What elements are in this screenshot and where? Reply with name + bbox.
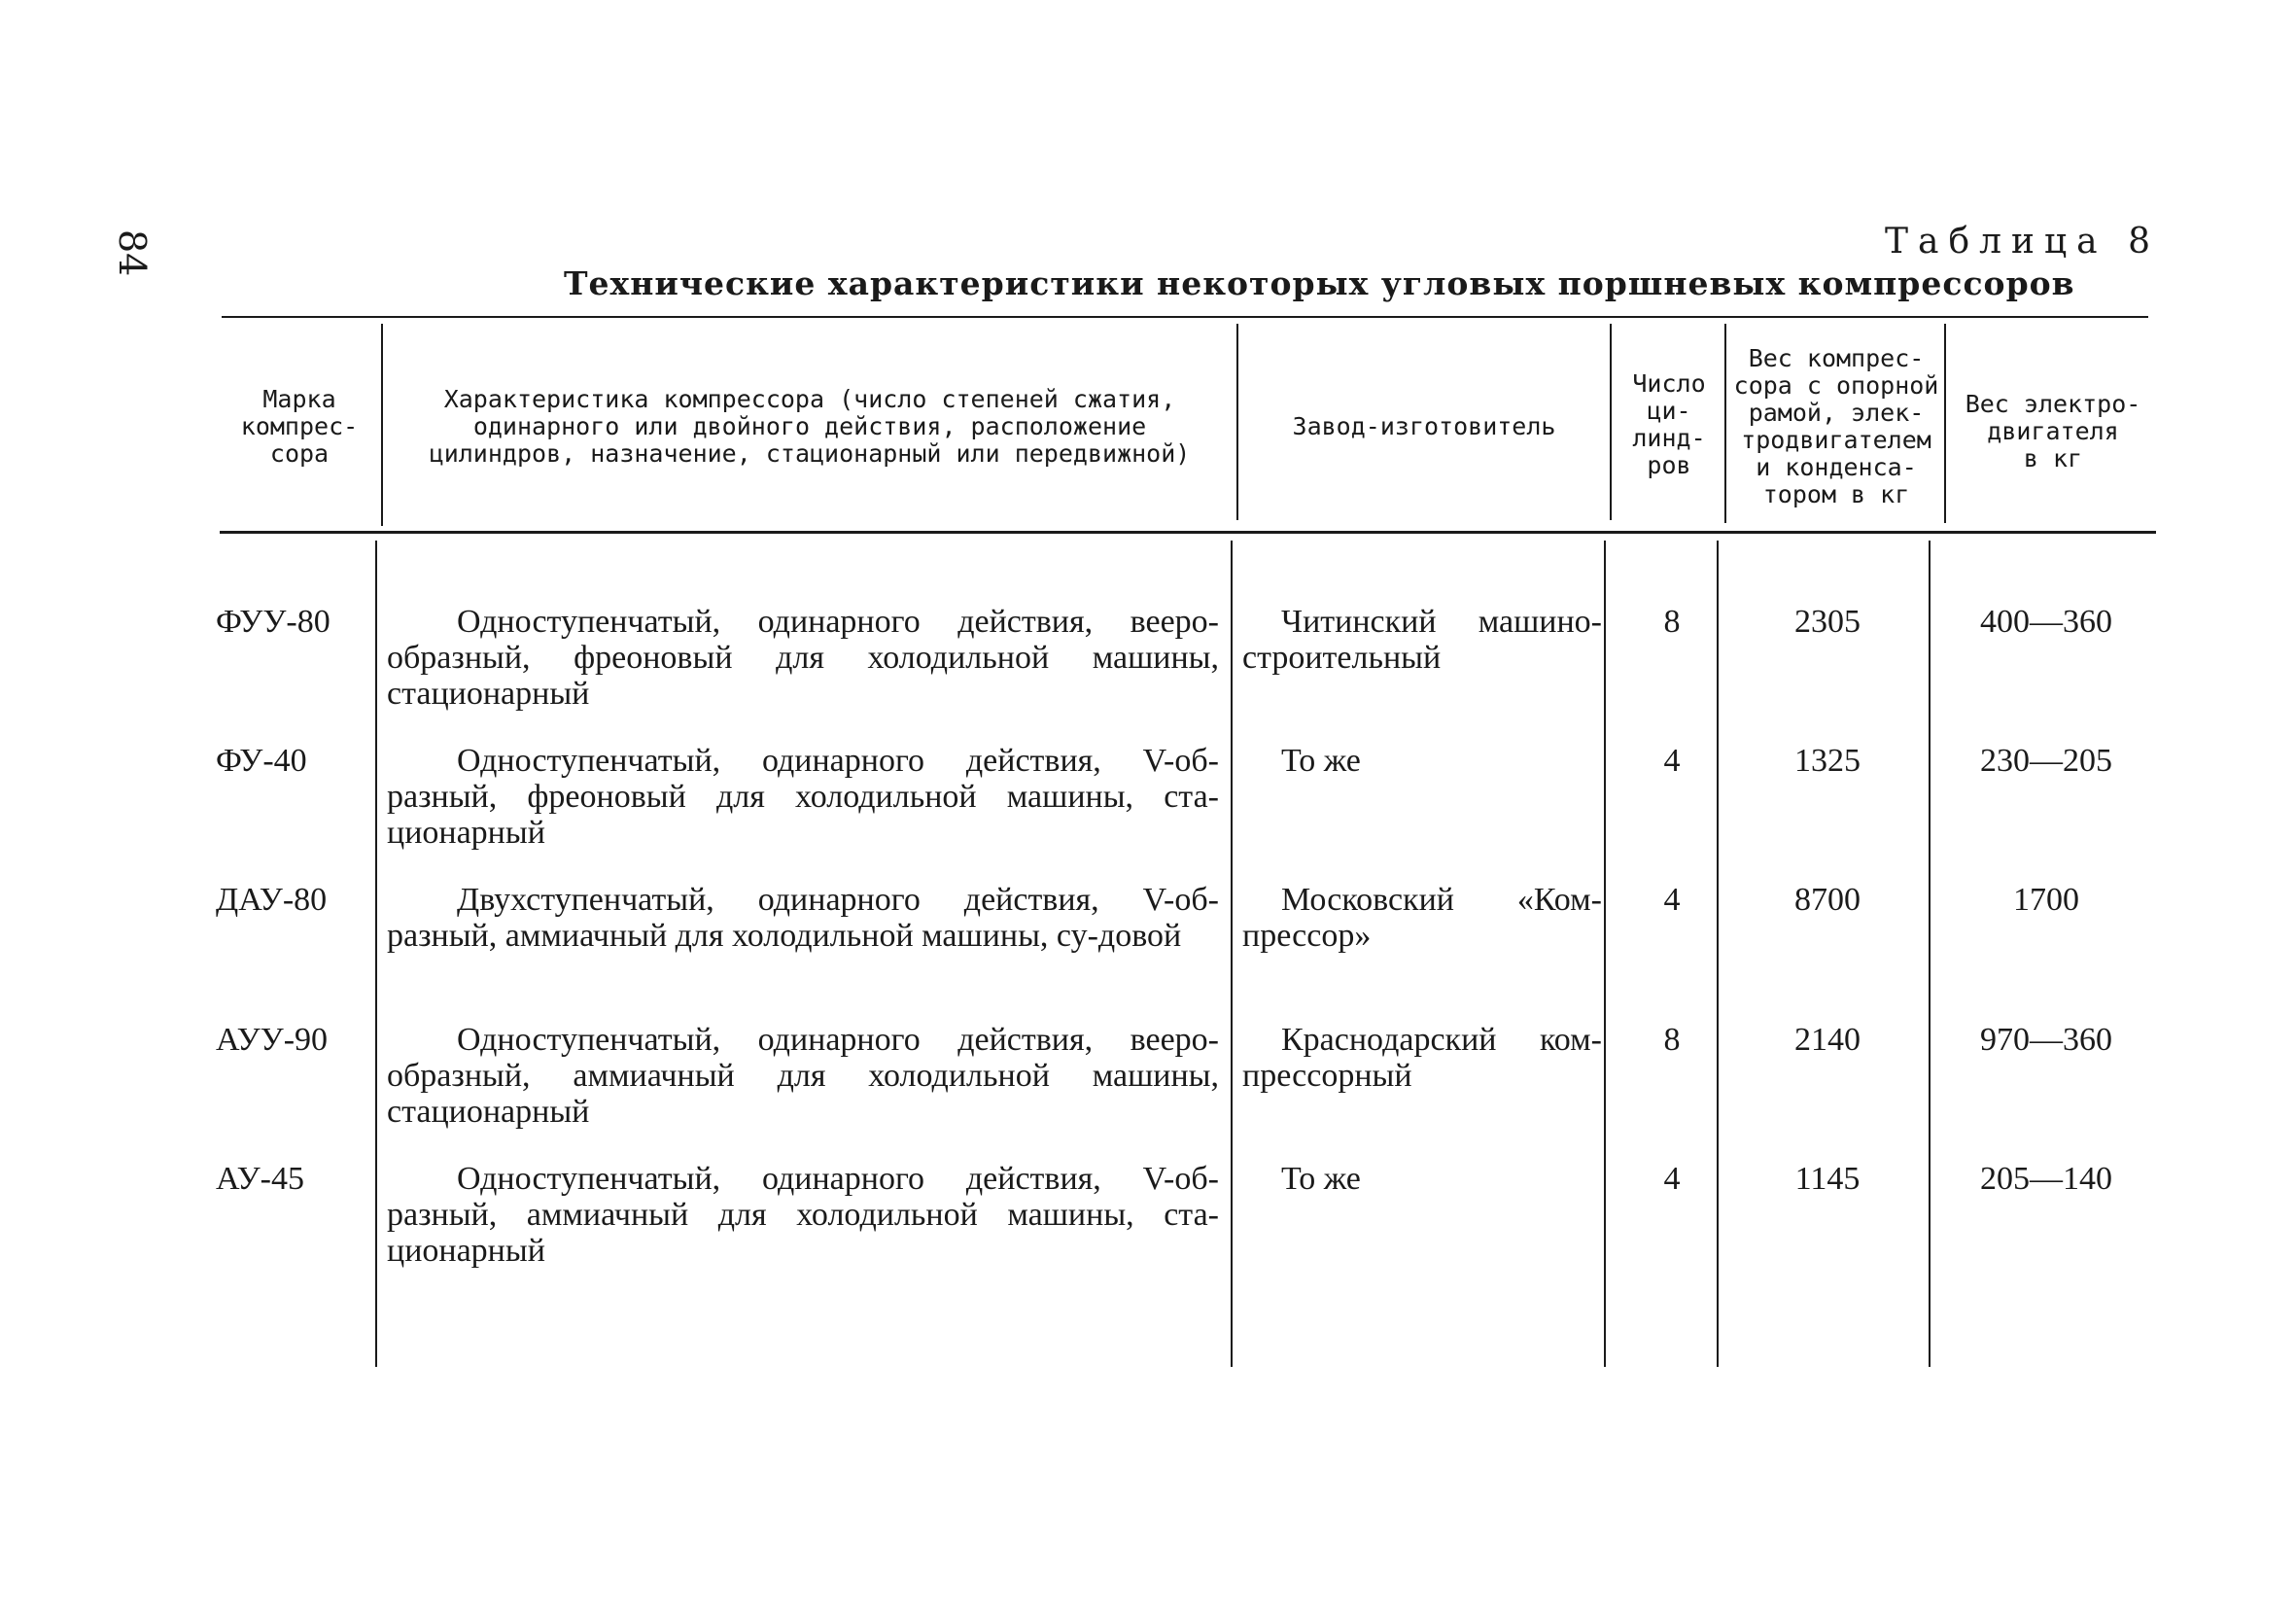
row-description: Одноступенчатый, одинарного действия, V-об-разный, аммиачный для холодильной машины, ста-ционарный — [387, 1161, 1219, 1269]
row-description: Одноступенчатый, одинарного действия, вееро-образный, фреоновый для холодильной машины, стационарный — [387, 604, 1219, 712]
body-column-divider — [1231, 541, 1233, 1367]
table-title: Технические характеристики некоторых угловых поршневых компрессоров — [564, 264, 2075, 302]
row-cylinders: 4 — [1663, 1161, 1681, 1197]
row-description: Одноступенчатый, одинарного действия, вееро-образный, аммиачный для холодильной машины, стационарный — [387, 1022, 1219, 1130]
header-motor-weight: Вес электро- двигателя в кг — [1965, 390, 2141, 472]
header-compressor-weight: Вес компрес- сора с опорной рамой, элек- тродвигателем и конденса- тором в кг — [1733, 344, 1939, 508]
row-motor-weight: 1700 — [2013, 882, 2079, 918]
body-column-divider — [1717, 541, 1719, 1367]
row-compressor-weight: 1145 — [1794, 1161, 1861, 1197]
row-compressor-weight: 2305 — [1794, 604, 1861, 640]
body-column-divider — [375, 541, 377, 1367]
row-manufacturer: Читинский машино-строительный — [1242, 604, 1602, 676]
row-motor-weight: 230—205 — [1980, 743, 2112, 779]
row-manufacturer: Московский «Ком-прессор» — [1242, 882, 1602, 954]
row-compressor-weight: 1325 — [1794, 743, 1861, 779]
row-brand: АУУ-90 — [216, 1022, 329, 1058]
header-column-divider — [1724, 324, 1726, 523]
row-manufacturer: Краснодарский ком-прессорный — [1242, 1022, 1602, 1094]
header-brand: Марка компрес- сора — [240, 385, 359, 468]
header-bottom-rule — [220, 531, 2156, 534]
row-brand: ФУ-40 — [216, 743, 307, 779]
row-compressor-weight: 8700 — [1794, 882, 1861, 918]
row-description: Одноступенчатый, одинарного действия, V-об-разный, фреоновый для холодильной машины, ста-ционарный — [387, 743, 1219, 851]
body-column-divider — [1604, 541, 1606, 1367]
row-motor-weight: 970—360 — [1980, 1022, 2112, 1058]
row-cylinders: 8 — [1663, 604, 1681, 640]
row-brand: АУ-45 — [216, 1161, 304, 1197]
row-motor-weight: 400—360 — [1980, 604, 2112, 640]
header-cylinders: Число ци- линд- ров — [1632, 369, 1706, 479]
body-column-divider — [1929, 541, 1931, 1367]
header-description: Характеристика компрессора (число степеней сжатия, одинарного или двойного действия, расположение цилиндров, назначение, стационарный или передвижной) — [429, 385, 1191, 468]
header-top-rule — [222, 316, 2148, 318]
row-brand: ФУУ-80 — [216, 604, 330, 640]
row-manufacturer: То же — [1281, 743, 1361, 779]
row-manufacturer: То же — [1281, 1161, 1361, 1197]
header-column-divider — [1944, 324, 1946, 523]
row-description: Двухступенчатый, одинарного действия, V-об-разный, аммиачный для холодильной машины, су-довой — [387, 882, 1219, 954]
header-column-divider — [381, 324, 383, 526]
row-cylinders: 4 — [1663, 743, 1681, 779]
page-number: 84 — [111, 229, 154, 277]
row-cylinders: 4 — [1663, 882, 1681, 918]
header-manufacturer: Завод-изготовитель — [1292, 412, 1556, 440]
row-brand: ДАУ-80 — [216, 882, 328, 918]
table-label: Таблица 8 — [1885, 222, 2160, 262]
row-compressor-weight: 2140 — [1794, 1022, 1861, 1058]
row-cylinders: 8 — [1663, 1022, 1681, 1058]
header-column-divider — [1610, 324, 1612, 520]
row-motor-weight: 205—140 — [1980, 1161, 2112, 1197]
header-column-divider — [1236, 324, 1238, 520]
